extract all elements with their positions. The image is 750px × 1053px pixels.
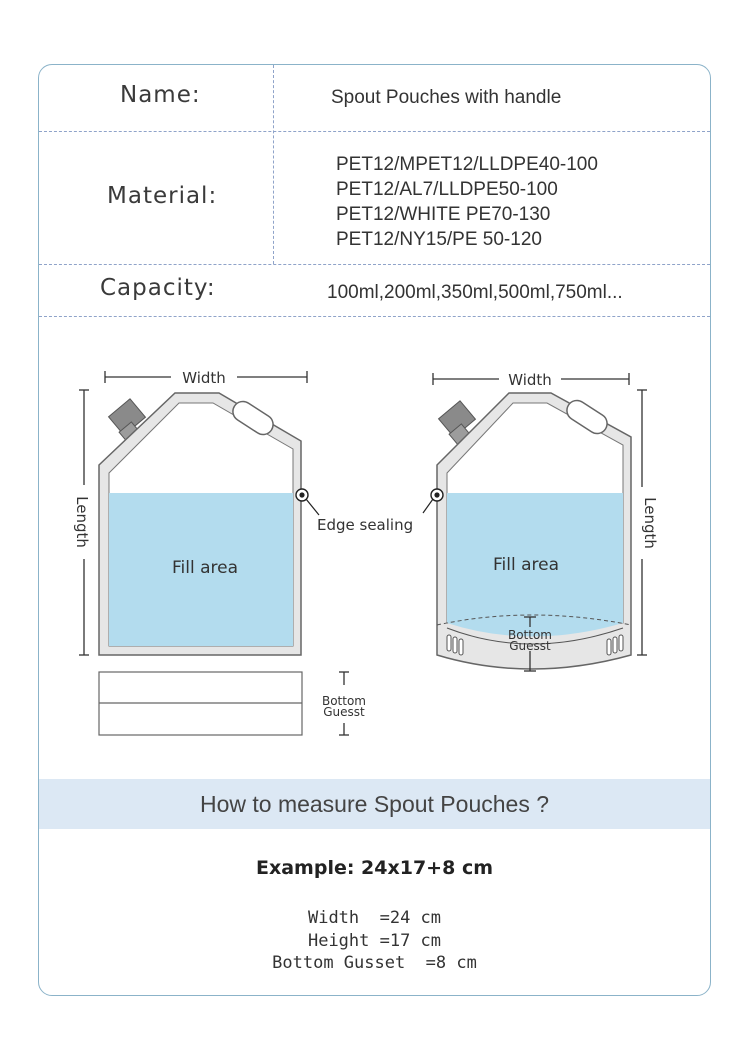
material-item: PET12/NY15/PE 50-120	[336, 229, 542, 250]
right-pouch	[423, 371, 659, 671]
left-bottom-label-1: Bottom	[321, 694, 367, 708]
name-value: Spout Pouches with handle	[331, 87, 562, 108]
material-item: PET12/AL7/LLDPE50-100	[336, 179, 558, 200]
material-item: PET12/MPET12/LLDPE40-100	[336, 154, 598, 175]
right-bottom-label-1: Bottom	[507, 628, 553, 642]
left-fill-label: Fill area	[171, 558, 239, 578]
right-width-label: Width	[508, 371, 552, 389]
edge-sealing-label: Edge sealing	[317, 516, 414, 534]
left-width-label: Width	[182, 369, 226, 387]
right-length-label: Length	[641, 497, 659, 549]
how-to-banner	[39, 779, 710, 829]
left-length-label: Length	[73, 496, 91, 548]
right-fill-label: Fill area	[492, 555, 560, 575]
dimension-list	[39, 907, 710, 975]
material-label: Material:	[107, 183, 218, 209]
material-item: PET12/WHITE PE70-130	[336, 204, 551, 225]
width-dim: Width =24 cm	[307, 908, 442, 928]
right-bottom-label-2: Guesst	[509, 639, 551, 653]
left-bottom-label-2: Guesst	[323, 705, 365, 719]
name-label: Name:	[120, 82, 201, 108]
banner-title: How to measure Spout Pouches ?	[199, 791, 550, 817]
height-dim: Height =17 cm	[307, 930, 442, 951]
gusset-dim: Bottom Gusset =8 cm	[272, 953, 477, 973]
capacity-value: 100ml,200ml,350ml,500ml,750ml...	[327, 282, 623, 303]
pouch-diagram	[39, 65, 711, 775]
example-text: Example: 24x17+8 cm	[255, 857, 494, 879]
left-pouch	[73, 369, 413, 735]
spec-card	[38, 64, 711, 996]
capacity-label: Capacity:	[100, 275, 216, 301]
